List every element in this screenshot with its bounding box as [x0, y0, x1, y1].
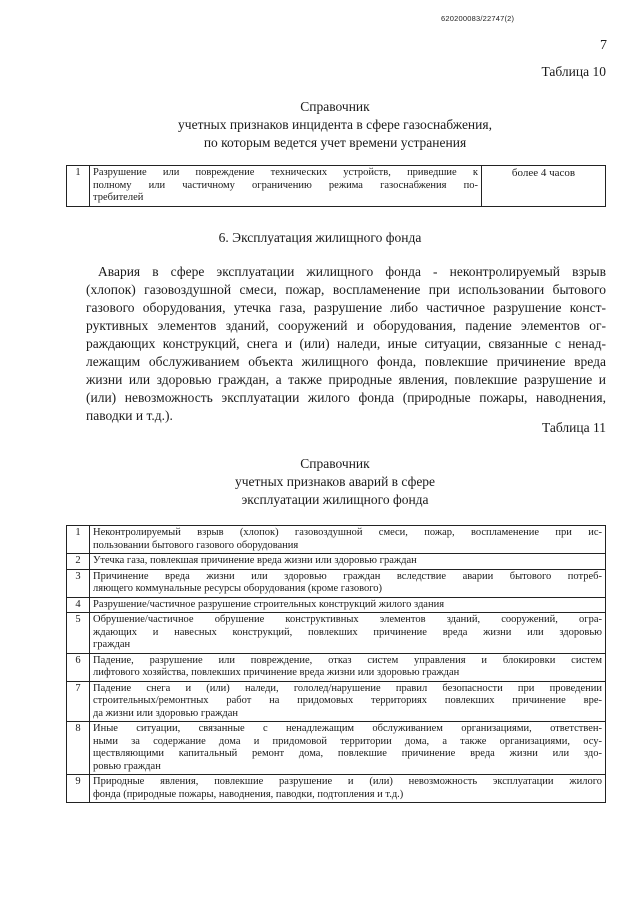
- paragraph-line: (или) невозможность эксплуатации жилого фонда (природные пожары, наводнения,: [86, 390, 606, 405]
- row-text-line: требителей: [93, 192, 144, 203]
- row-number: 1: [67, 166, 90, 207]
- table-row: [67, 722, 606, 775]
- row-text-line: да жизни или здоровью граждан: [93, 707, 238, 719]
- section-paragraph: [86, 263, 606, 425]
- paragraph-line: (хлопок) газовоздушной смеси, пожар, воспламенение при использовании бытового: [86, 282, 606, 297]
- row-text-line: Падение снега и (или) наледи, гололед/нарушение правил безопасности при проведении: [93, 682, 602, 694]
- row-text-line: ными за содержание дома и придомовой территории дома, а также организациями, осу-: [93, 735, 602, 747]
- table-11-title-line: эксплуатации жилищного фонда: [241, 492, 429, 507]
- row-text: [90, 722, 606, 775]
- row-number: 8: [67, 722, 90, 775]
- paragraph-line: руктивных элементов зданий, сооружений и оборудования, падение элементов ог-: [86, 318, 606, 333]
- row-text-line: Утечка газа, повлекшая причинение вреда жизни или здоровью граждан: [93, 555, 417, 566]
- paragraph-line: паводки и т.д.).: [86, 408, 173, 423]
- paragraph-line: жизни или здоровью граждан, а также природные явления, повлекшие разрушение и: [86, 372, 606, 387]
- row-text-line: пользовании бытового газового оборудования: [93, 539, 299, 551]
- table-10-title-line: учетных признаков инцидента в сфере газоснабжения,: [178, 117, 492, 132]
- row-text: [90, 526, 606, 554]
- row-text-line: фонда (природные пожары, наводнения, паводки, подтопления и т.д.): [93, 788, 404, 800]
- table-11-label: Таблица 11: [542, 420, 606, 435]
- row-text-line: лифтового хозяйства, повлекших причинение вреда жизни или здоровью граждан: [93, 667, 460, 678]
- row-number: 1: [67, 526, 90, 554]
- table-11-title: [120, 455, 550, 509]
- table-10-title-line: по которым ведется учет времени устранения: [203, 135, 467, 150]
- row-text-line: Разрушение/частичное разрушение строительных конструкций жилого здания: [93, 598, 445, 610]
- table-10: [66, 165, 606, 207]
- table-row: [67, 775, 606, 803]
- row-number: 5: [67, 613, 90, 654]
- row-text: [90, 597, 606, 613]
- paragraph-line: раждающих конструкций, снега и (или) наледи, иные ситуации, связанные с ненад-: [86, 336, 606, 351]
- table-row: [67, 613, 606, 654]
- table-row: [67, 653, 606, 681]
- row-text-line: Иные ситуации, связанные с ненадлежащим обслуживанием организациями, ответствен-: [93, 723, 602, 734]
- row-text-line: ществляющими капитальный ремонт дома, повлекшие причинение вреда жизни или здо-: [93, 748, 602, 759]
- paragraph-line: газового оборудования, утечка газа, разрушение либо частичное разрушение конст-: [86, 300, 606, 315]
- document-id: 620200083/22747(2): [441, 14, 515, 23]
- row-text: [90, 166, 482, 207]
- page-number: 7: [600, 38, 607, 53]
- paragraph-line: Авария в сфере эксплуатации жилищного фонда - неконтролируемый взрыв: [98, 264, 606, 279]
- row-text: [90, 569, 606, 597]
- row-number: 4: [67, 597, 90, 613]
- row-time: более 4 часов: [482, 166, 606, 207]
- row-number: 6: [67, 653, 90, 681]
- table-11-title-line: Справочник: [300, 456, 370, 471]
- table-10-label: Таблица 10: [541, 64, 606, 79]
- paragraph-line: лежащим обслуживанием объекта жилищного фонда, повлекшие причинение вреда: [86, 354, 606, 369]
- row-text-line: ляющего коммунальные ресурсы оборудования (кроме газового): [93, 583, 382, 594]
- row-number: 3: [67, 569, 90, 597]
- row-text-line: Обрушение/частичное обрушение конструктивных элементов зданий, сооружений, огра-: [93, 614, 602, 625]
- table-row: [67, 554, 606, 570]
- row-text: [90, 775, 606, 803]
- row-text-line: Неконтролируемый взрыв (хлопок) газовоздушной смеси, пожар, воспламенение при ис-: [93, 527, 602, 538]
- table-row: [67, 166, 606, 207]
- row-text-line: ждающих и навесных конструкций, повлекших причинение вреда жизни или здоровью: [93, 626, 602, 638]
- row-text-line: ровью граждан: [93, 760, 161, 772]
- row-text-line: Падение, разрушение или повреждение, отказ систем управления и блокировки систем: [93, 654, 602, 666]
- row-text-line: Причинение вреда жизни или здоровью граждан вследствие аварии бытового потреб-: [93, 570, 602, 582]
- table-10-title: [120, 98, 550, 152]
- table-11-title-line: учетных признаков аварий в сфере: [234, 474, 436, 489]
- row-text-line: строительных/ремонтных работ на придомовых территориях повлекших причинение вре-: [93, 695, 602, 706]
- row-text: [90, 653, 606, 681]
- row-text-line: полному или частичному ограничению режима газоснабжения по-: [93, 179, 478, 191]
- row-text-line: Разрушение или повреждение технических устройств, приведшие к: [93, 167, 478, 178]
- row-number: 7: [67, 681, 90, 722]
- row-text: [90, 613, 606, 654]
- table-10-title-line: Справочник: [300, 99, 370, 114]
- table-11: [66, 525, 606, 803]
- table-row: [67, 597, 606, 613]
- row-text-line: Природные явления, повлекшие разрушение и (или) невозможность эксплуатации жилого: [93, 776, 602, 787]
- table-row: [67, 681, 606, 722]
- row-number: 9: [67, 775, 90, 803]
- row-number: 2: [67, 554, 90, 570]
- section-title: 6. Эксплуатация жилищного фонда: [218, 230, 422, 245]
- table-row: [67, 569, 606, 597]
- row-text: [90, 681, 606, 722]
- row-text: [90, 554, 606, 570]
- table-row: [67, 526, 606, 554]
- row-text-line: граждан: [93, 639, 131, 650]
